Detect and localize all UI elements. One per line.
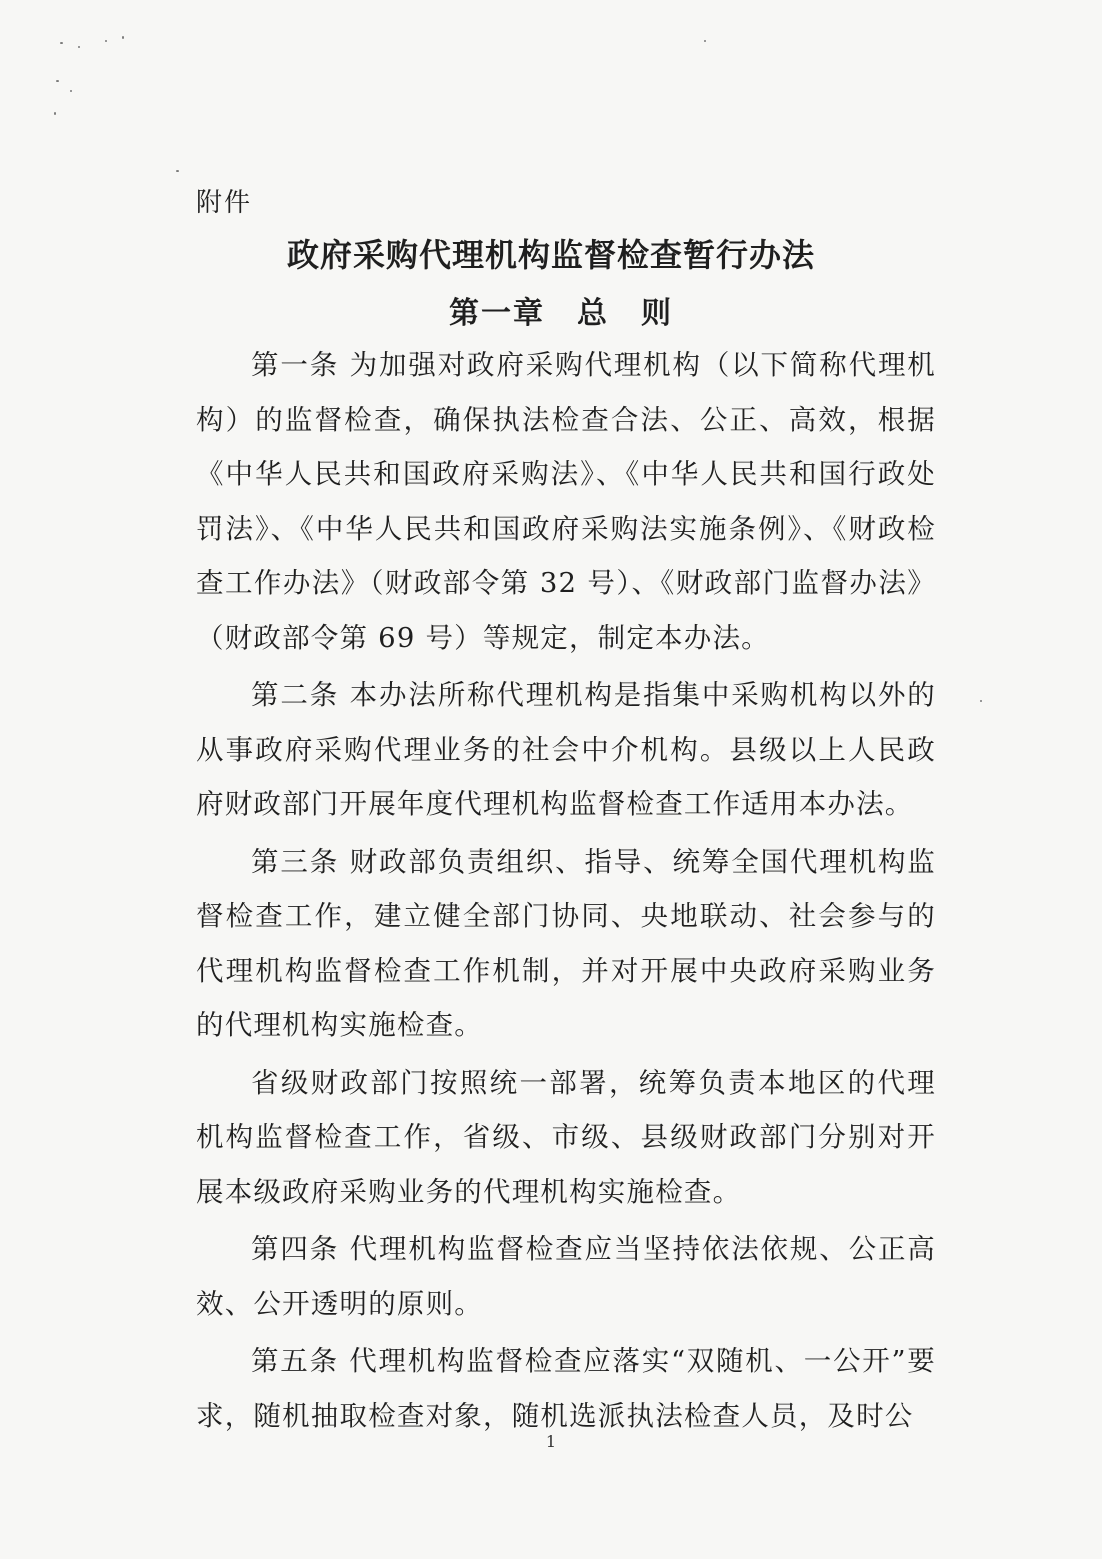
paragraph-article-2: 第二条 本办法所称代理机构是指集中采购机构以外的从事政府采购代理业务的社会中介机构。县级以上人民政府财政部门开展年度代理机构监督检查工作适用本办法。 — [196, 679, 936, 820]
chapter-title: 第一章 总 则 — [449, 296, 673, 331]
paragraph-article-4: 第四条 代理机构监督检查应当坚持依法依规、公正高效、公开透明的原则。 — [196, 1233, 936, 1320]
paragraph-article-1: 第一条 为加强对政府采购代理机构（以下简称代理机构）的监督检查，确保执法检查合法、公正、高效，根据《中华人民共和国政府采购法》、《中华人民共和国行政处罚法》、《中华人民共和国政府采购法实施条例》、《财政检查工作办法》（财政部令第 32 号）、《财政部门监督办法》（财政部令第 69 号）等规定，制定本办法。 — [196, 349, 936, 654]
page-number: 1 — [545, 1432, 557, 1451]
scan-speck — [78, 46, 80, 48]
scan-speck — [70, 90, 72, 92]
attachment-label: 附件 — [196, 188, 253, 218]
scan-speck — [122, 36, 124, 39]
document-body — [196, 338, 936, 1446]
scan-speck — [176, 170, 179, 172]
paragraph-article-3-provincial: 省级财政部门按照统一部署，统筹负责本地区的代理机构监督检查工作，省级、市级、县级财政部门分别对开展本级政府采购业务的代理机构实施检查。 — [196, 1066, 936, 1208]
document-title: 政府采购代理机构监督检查暂行办法 — [286, 236, 815, 274]
paragraph-article-5: 第五条 代理机构监督检查应落实“双随机、一公开”要求，随机抽取检查对象，随机选派执法检查人员，及时公 — [196, 1345, 936, 1432]
paragraph-article-3: 第三条 财政部负责组织、指导、统筹全国代理机构监督检查工作，建立健全部门协同、央地联动、社会参与的代理机构监督检查工作机制，并对开展中央政府采购业务的代理机构实施检查。 — [196, 845, 936, 1041]
scan-speck — [54, 112, 56, 115]
scan-speck — [105, 40, 107, 42]
scan-speck — [60, 42, 63, 44]
scan-speck — [704, 40, 706, 42]
scan-speck — [56, 80, 59, 82]
scan-speck — [980, 700, 982, 702]
